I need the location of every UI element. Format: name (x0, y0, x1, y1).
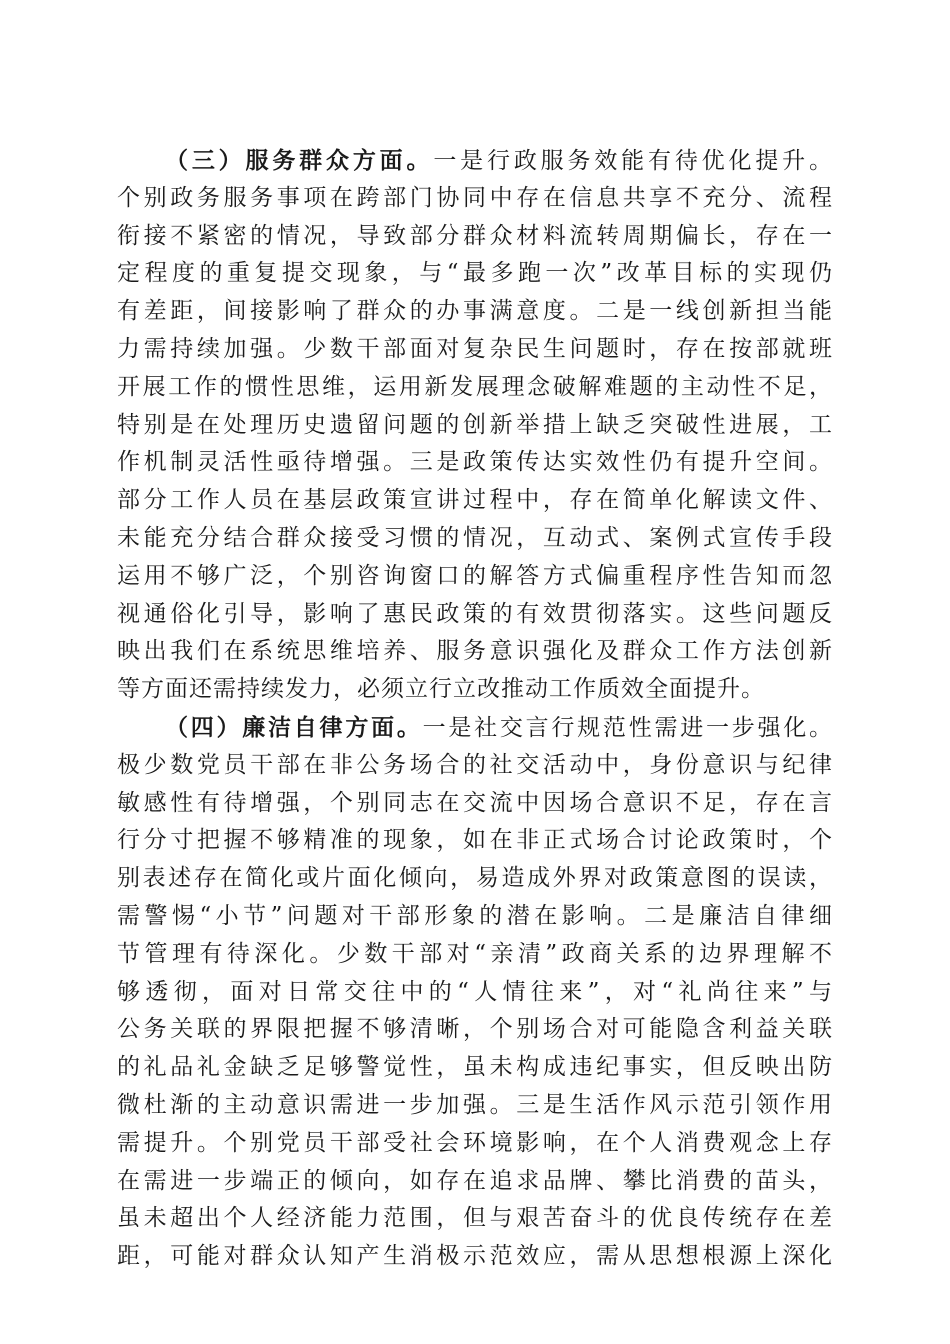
paragraph-line: 开展工作的惯性思维，运用新发展理念破解难题的主动性不足， (117, 373, 833, 400)
section-4-heading: （四）廉洁自律方面。 (165, 713, 423, 741)
paragraph-line: 虽未超出个人经济能力范围，但与艰苦奋斗的优良传统存在差 (117, 1205, 833, 1232)
paragraph-line: 别表述存在简化或片面化倾向，易造成外界对政策意图的误读， (117, 865, 833, 892)
paragraph-line: 的礼品礼金缺乏足够警觉性，虽未构成违纪事实，但反映出防 (117, 1054, 833, 1081)
paragraph-3-line-1 (117, 142, 833, 180)
paragraph-line: 距，可能对群众认知产生消极示范效应，需从思想根源上深化 (117, 1243, 833, 1270)
paragraph-line: 部分工作人员在基层政策宣讲过程中，存在简单化解读文件、 (117, 487, 833, 514)
paragraph-line: 敏感性有待增强，个别同志在交流中因场合意识不足，存在言 (117, 789, 833, 816)
paragraph-4-text: 一是社交言行规范性需进一步强化。 (422, 714, 833, 741)
paragraph-line: 个别政务服务事项在跨部门协同中存在信息共享不充分、流程 (117, 184, 833, 211)
paragraph-line: 有差距，间接影响了群众的办事满意度。二是一线创新担当能 (117, 298, 833, 325)
paragraph-line: 运用不够广泛，个别咨询窗口的解答方式偏重程序性告知而忽 (117, 562, 833, 589)
paragraph-line: 需提升。个别党员干部受社会环境影响，在个人消费观念上存 (117, 1129, 833, 1156)
paragraph-4-line-1 (117, 709, 833, 747)
paragraph-line: 特别是在处理历史遗留问题的创新举措上缺乏突破性进展，工 (117, 411, 833, 438)
paragraph-line: 公务关联的界限把握不够清晰，个别场合对可能隐含利益关联 (117, 1016, 833, 1043)
paragraph-line: 力需持续加强。少数干部面对复杂民生问题时，存在按部就班 (117, 335, 833, 362)
paragraph-line: 行分寸把握不够精准的现象，如在非正式场合讨论政策时，个 (117, 827, 833, 854)
paragraph-line: 极少数党员干部在非公务场合的社交活动中，身份意识与纪律 (117, 751, 833, 778)
paragraph-line: 映出我们在系统思维培养、服务意识强化及群众工作方法创新 (117, 638, 833, 665)
paragraph-line: 节管理有待深化。少数干部对“亲清”政商关系的边界理解不 (117, 940, 833, 967)
paragraph-line: 够透彻，面对日常交往中的“人情往来”，对“礼尚往来”与 (117, 978, 833, 1005)
section-3-heading: （三）服务群众方面。 (165, 147, 434, 174)
paragraph-line: 未能充分结合群众接受习惯的情况，互动式、案例式宣传手段 (117, 524, 833, 551)
paragraph-line: 定程度的重复提交现象，与“最多跑一次”改革目标的实现仍 (117, 260, 833, 287)
paragraph-line: 作机制灵活性亟待增强。三是政策传达实效性仍有提升空间。 (117, 449, 833, 476)
paragraph-line: 需警惕“小节”问题对干部形象的潜在影响。二是廉洁自律细 (117, 902, 833, 929)
paragraph-line: 微杜渐的主动意识需进一步加强。三是生活作风示范引领作用 (117, 1091, 833, 1118)
paragraph-line: 视通俗化引导，影响了惠民政策的有效贯彻落实。这些问题反 (117, 600, 833, 627)
paragraph-line: 在需进一步端正的倾向，如存在追求品牌、攀比消费的苗头， (117, 1167, 833, 1194)
paragraph-line: 衔接不紧密的情况，导致部分群众材料流转周期偏长，存在一 (117, 222, 833, 249)
paragraph-3-text: 一是行政服务效能有待优化提升。 (433, 148, 833, 174)
paragraph-line: 等方面还需持续发力，必须立行立改推动工作质效全面提升。 (117, 676, 765, 703)
document-body (117, 142, 833, 1276)
